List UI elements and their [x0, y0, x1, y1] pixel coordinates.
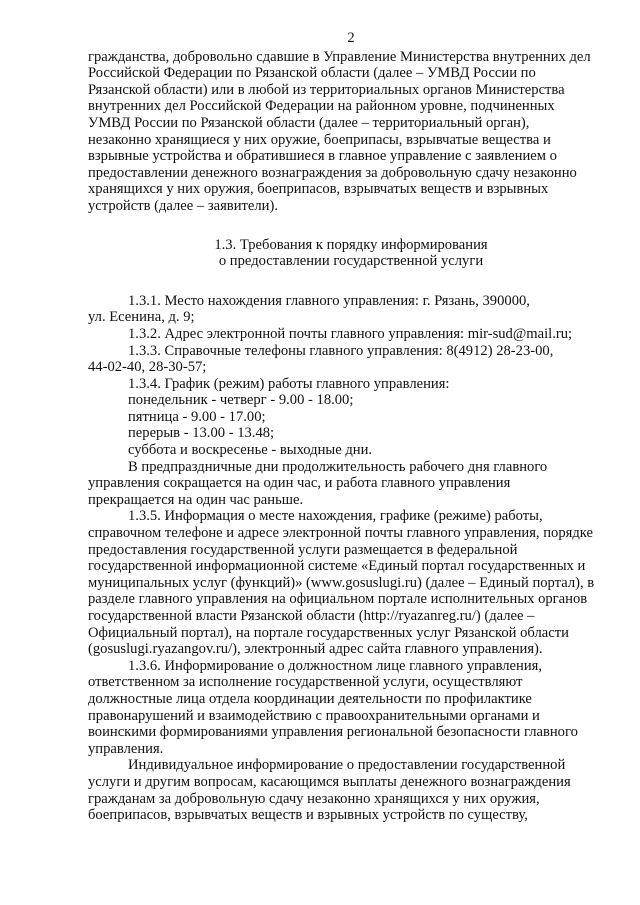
- item-1-3-4: [88, 376, 614, 459]
- text-line: Рязанской области) или в любой из территориальных органов Министерства: [88, 81, 565, 98]
- text-line: справочном телефоне и адресе электронной почты главного управления, порядке: [88, 525, 593, 542]
- text-line: ответственном за исполнение государственной услуги, осуществляют: [88, 674, 523, 691]
- schedule-line: пятница - 9.00 - 17.00;: [128, 408, 266, 425]
- text-line: государственной власти Рязанской области (http://ryazanreg.ru/) (далее –: [88, 608, 535, 624]
- text-line: внутренних дел Российской Федерации на районном уровне, подчиненных: [88, 98, 555, 115]
- text-line: (gosuslugi.ryazangov.ru/), электронный адрес сайта главного управления).: [88, 641, 543, 658]
- text-line: 1.3.1. Место нахождения главного управления: г. Рязань, 390000,: [128, 292, 530, 309]
- item-1-3-1: [88, 293, 614, 326]
- text-line: муниципальных услуг (функций)» (www.gosuslugi.ru) (далее – Единый портал), в: [88, 574, 595, 591]
- text-line: 44-02-40, 28-30-57;: [88, 359, 207, 376]
- text-line: гражданства, добровольно сдавшие в Управление Министерства внутренних дел: [88, 48, 591, 65]
- text-line: боеприпасов, взрывчатых веществ и взрывных устройств по существу,: [88, 807, 528, 824]
- text-line: прекращается на один час раньше.: [88, 491, 304, 508]
- text-line: услуги и другим вопросам, касающимся выплаты денежного вознаграждения: [88, 773, 571, 790]
- text-line: управления.: [88, 740, 164, 757]
- item-1-3-6: [88, 658, 614, 758]
- text-line: Индивидуальное информирование о предоставлении государственной: [128, 757, 566, 774]
- intro-paragraph: [88, 49, 614, 215]
- text-line: государственной информационной системе «Единый портал государственных и: [88, 558, 586, 575]
- text-line: незаконно хранящиеся у них оружие, боеприпасы, взрывчатые вещества и: [88, 131, 551, 148]
- item-1-3-2: [88, 326, 614, 343]
- text-line: Российской Федерации по Рязанской области (далее – УМВД России по: [88, 65, 536, 82]
- individual-info-paragraph: [88, 757, 614, 823]
- schedule-line: перерыв - 13.00 - 13.48;: [128, 425, 275, 442]
- text-line: 1.3.2. Адрес электронной почты главного управления: mir-sud@mail.ru;: [128, 325, 573, 342]
- item-1-3-5: [88, 508, 614, 657]
- text-line: управления сокращается на один час, и работа главного управления: [88, 475, 511, 492]
- text-line: хранящихся у них оружия, боеприпасов, взрывчатых веществ и взрывных: [88, 181, 549, 198]
- section-heading: [88, 237, 614, 270]
- text-line: взрывные устройства и обратившиеся в главное управление с заявлением о: [88, 148, 557, 165]
- section-heading-line: о предоставлении государственной услуги: [218, 253, 484, 270]
- text-line: устройств (далее – заявители).: [88, 197, 278, 214]
- text-line: гражданам за добровольную сдачу незаконно хранящихся у них оружия,: [88, 790, 540, 807]
- text-line: 1.3.5. Информация о месте нахождения, графике (режиме) работы,: [128, 508, 543, 525]
- section-heading-line: 1.3. Требования к порядку информирования: [214, 236, 488, 253]
- text-line: должностные лица отдела координации деятельности по профилактике: [88, 690, 532, 707]
- text-line: разделе главного управления на официальном портале исполнительных органов: [88, 591, 588, 608]
- schedule-line: понедельник - четверг - 9.00 - 18.00;: [128, 392, 354, 409]
- text-line: УМВД России по Рязанской области (далее – территориальный орган),: [88, 114, 530, 131]
- text-line: предоставления государственной услуги размещается в федеральной: [88, 541, 518, 558]
- text-line: ул. Есенина, д. 9;: [88, 309, 195, 326]
- page-number: 2: [347, 30, 355, 46]
- schedule-line: суббота и воскресенье - выходные дни.: [128, 442, 373, 459]
- text-line: 1.3.6. Информирование о должностном лице главного управления,: [128, 657, 543, 674]
- item-1-3-3: [88, 343, 614, 376]
- text-line: воинскими формированиями управления региональной безопасности главного: [88, 724, 578, 741]
- text-line: В предпраздничные дни продолжительность рабочего дня главного: [128, 458, 548, 475]
- text-line: 1.3.3. Справочные телефоны главного управления: 8(4912) 28-23-00,: [128, 342, 554, 359]
- holiday-paragraph: [88, 459, 614, 509]
- text-line: правонарушений и взаимодействию с правоохранительными органами и: [88, 707, 540, 724]
- text-line: предоставлении денежного вознаграждения за добровольную сдачу незаконно: [88, 164, 577, 181]
- text-line: 1.3.4. График (режим) работы главного управления:: [128, 375, 450, 392]
- text-line: Официальный портал), на портале государственных услуг Рязанской области: [88, 624, 569, 641]
